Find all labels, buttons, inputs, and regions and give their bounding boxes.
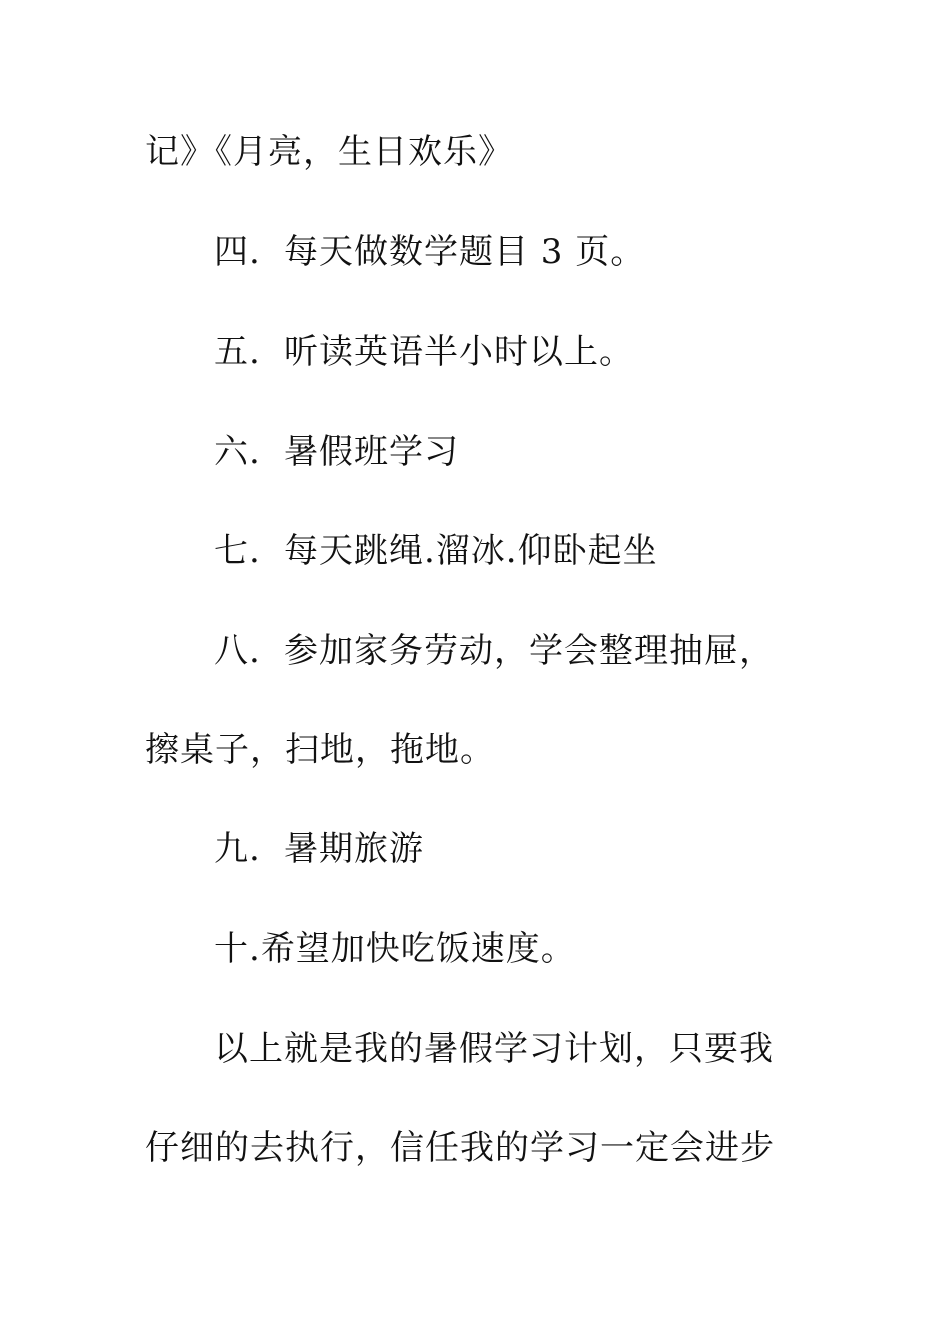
text-line (145, 1123, 805, 1173)
text-line (145, 127, 805, 177)
text-line (214, 1024, 874, 1074)
list-item (214, 327, 874, 377)
list-item (214, 824, 874, 874)
list-item (214, 626, 874, 676)
list-item (214, 924, 874, 974)
list-item (214, 427, 874, 477)
list-number: 六. (214, 432, 261, 472)
list-text: 每天跳绳.溜冰.仰卧起坐 (284, 531, 658, 571)
list-item (214, 526, 874, 576)
list-number: 八. (214, 631, 261, 671)
list-text: 希望加快吃饭速度。 (260, 929, 576, 969)
list-number: 七. (214, 531, 261, 571)
list-text: 每天做数学题目 3 页。 (284, 232, 646, 272)
list-text: 参加家务劳动，学会整理抽屉， (284, 631, 774, 671)
line-text: 记》《月亮，生日欢乐》 (145, 132, 513, 172)
list-number: 五. (214, 332, 261, 372)
line-text: 仔细的去执行，信任我的学习一定会进步 (145, 1128, 775, 1168)
list-text: 暑期旅游 (284, 829, 424, 869)
line-text: 擦桌子，扫地，拖地。 (145, 730, 495, 770)
list-number: 九. (214, 829, 261, 869)
list-number: 十. (214, 929, 261, 969)
list-item (214, 227, 874, 277)
list-number: 四. (214, 232, 261, 272)
text-line (145, 725, 805, 775)
list-text: 听读英语半小时以上。 (284, 332, 634, 372)
list-text: 暑假班学习 (284, 432, 459, 472)
line-text: 以上就是我的暑假学习计划，只要我 (214, 1029, 774, 1069)
